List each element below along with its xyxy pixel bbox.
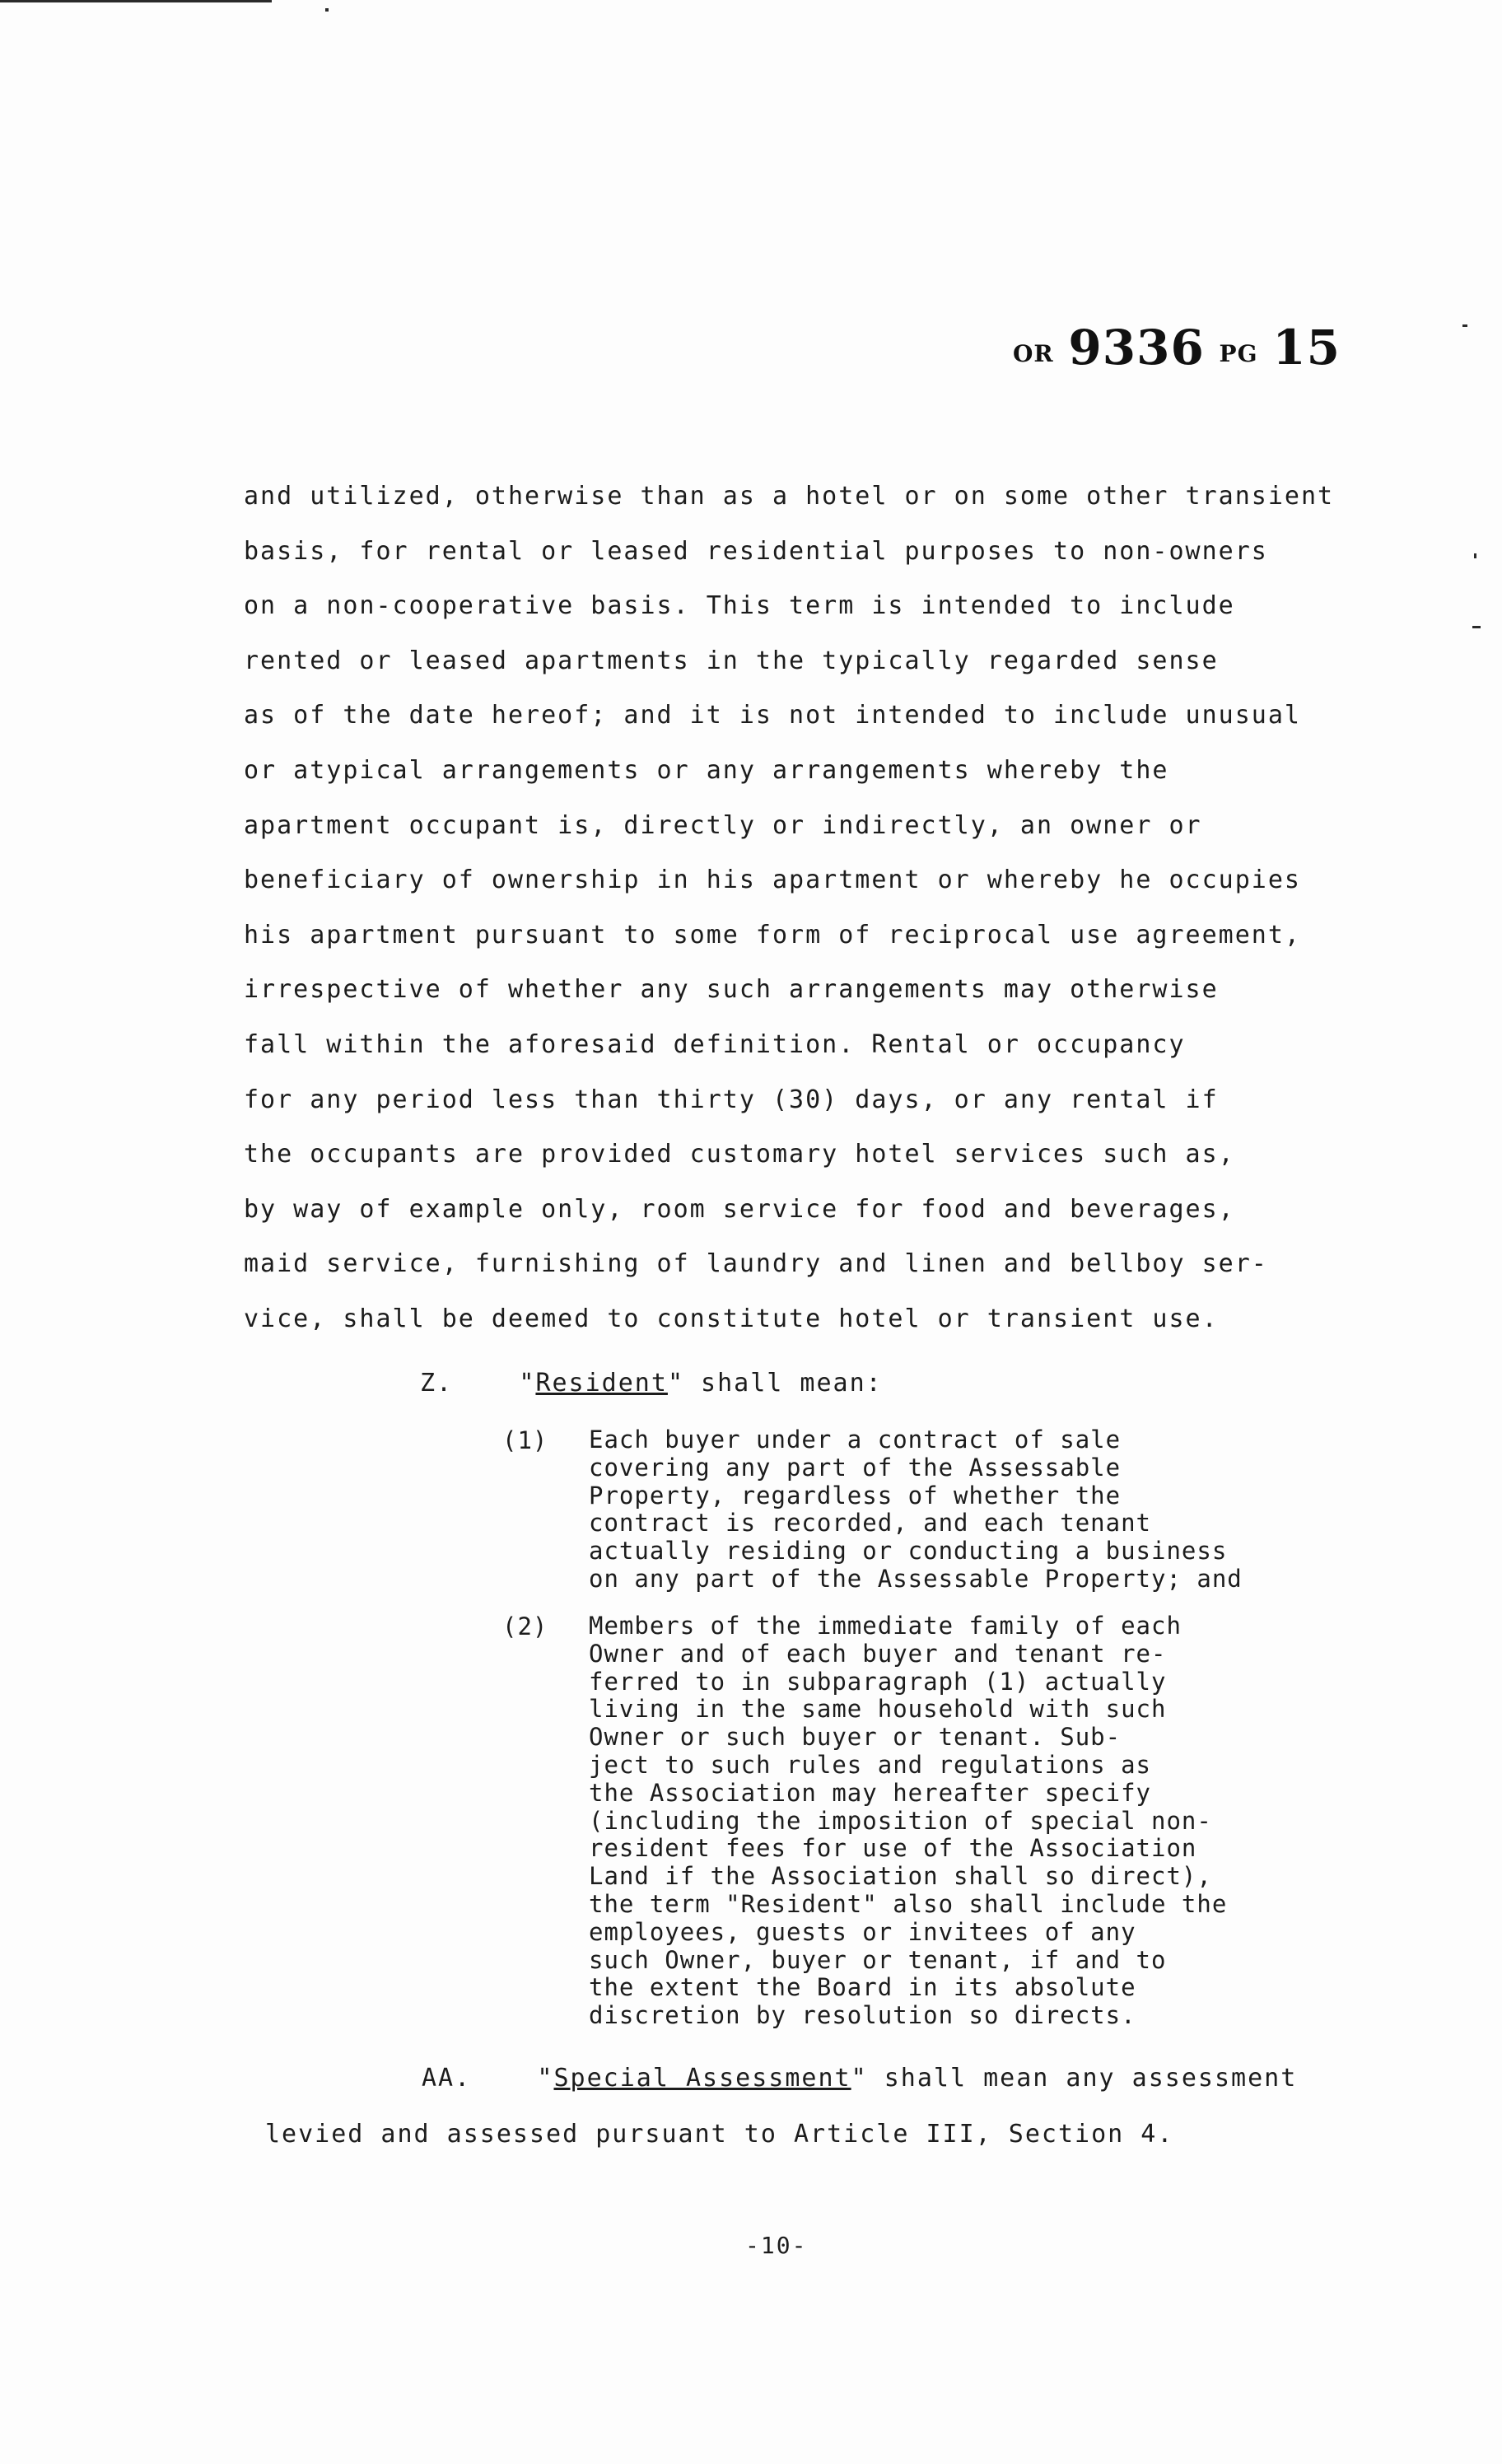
text-line: Members of the immediate family of each bbox=[589, 1612, 1182, 1640]
text-line: Owner and of each buyer and tenant re- bbox=[589, 1639, 1167, 1668]
text-line: on a non-cooperative basis. This term is intended to include bbox=[244, 591, 1235, 621]
text-line: beneficiary of ownership in his apartment or whereby he occupies bbox=[244, 866, 1301, 895]
subparagraph-text bbox=[589, 1426, 1379, 1594]
text-line: contract is recorded, and each tenant bbox=[589, 1509, 1152, 1538]
text-line: fall within the aforesaid definition. Rental or occupancy bbox=[244, 1029, 1186, 1059]
text-line: Land if the Association shall so direct), bbox=[589, 1862, 1212, 1891]
definition-special-assessment: AA. "Special Assessment" shall mean any assessment bbox=[422, 2064, 1298, 2093]
subparagraph-number: (2) bbox=[502, 1612, 548, 1640]
scan-artifact-dot bbox=[1472, 626, 1481, 628]
text-line: as of the date hereof; and it is not intended to include unusual bbox=[244, 701, 1301, 730]
definition-suffix: " shall mean: bbox=[667, 1369, 883, 1398]
defined-term: Resident bbox=[535, 1369, 668, 1398]
definition-continuation: levied and assessed pursuant to Article III, Section 4. bbox=[265, 2120, 1174, 2149]
scan-artifact-dot bbox=[1462, 324, 1467, 327]
text-line: ject to such rules and regulations as bbox=[589, 1750, 1152, 1779]
definition-letter: AA. bbox=[422, 2064, 472, 2093]
text-line: basis, for rental or leased residential purposes to non-owners bbox=[244, 536, 1268, 566]
text-line: the extent the Board in its absolute bbox=[589, 1973, 1136, 2002]
text-line: and utilized, otherwise than as a hotel or on some other transient bbox=[244, 482, 1335, 511]
scan-artifact-dot bbox=[1474, 553, 1476, 558]
scan-artifact-top-line bbox=[0, 0, 272, 2]
text-line: his apartment pursuant to some form of reciprocal use agreement, bbox=[244, 920, 1301, 950]
text-line: by way of example only, room service for food and beverages, bbox=[244, 1194, 1235, 1224]
definition-resident: Z. "Resident" shall mean: bbox=[420, 1369, 883, 1398]
text-line: living in the same household with such bbox=[589, 1695, 1167, 1724]
text-line: for any period less than thirty (30) days, or any rental if bbox=[244, 1085, 1219, 1114]
text-line: irrespective of whether any such arrangements may otherwise bbox=[244, 975, 1219, 1005]
text-line: (including the imposition of special non- bbox=[589, 1806, 1212, 1835]
text-line: the occupants are provided customary hotel services such as, bbox=[244, 1140, 1235, 1169]
book-page-number: 15 bbox=[1272, 320, 1341, 376]
subparagraph-number: (1) bbox=[502, 1426, 548, 1454]
book-page-reference bbox=[1013, 320, 1341, 376]
body-paragraph bbox=[244, 469, 1397, 1347]
definition-letter: Z. bbox=[420, 1369, 454, 1398]
book-prefix: OR bbox=[1013, 340, 1054, 367]
text-line: employees, guests or invitees of any bbox=[589, 1917, 1136, 1946]
text-line: the Association may hereafter specify bbox=[589, 1778, 1152, 1807]
text-line: vice, shall be deemed to constitute hotel or transient use. bbox=[244, 1304, 1219, 1333]
text-line: such Owner, buyer or tenant, if and to bbox=[589, 1945, 1167, 1974]
definition-suffix: " shall mean any assessment bbox=[851, 2064, 1298, 2093]
text-line: apartment occupant is, directly or indirectly, an owner or bbox=[244, 810, 1202, 840]
text-line: Owner or such buyer or tenant. Sub- bbox=[589, 1723, 1122, 1752]
text-line: rented or leased apartments in the typically regarded sense bbox=[244, 646, 1219, 675]
page-prefix: PG bbox=[1219, 340, 1258, 367]
defined-term: Special Assessment bbox=[553, 2064, 851, 2093]
text-line: Property, regardless of whether the bbox=[589, 1481, 1122, 1510]
scan-artifact-dot bbox=[325, 8, 329, 12]
text-line: discretion by resolution so directs. bbox=[589, 2001, 1136, 2030]
text-line: ferred to in subparagraph (1) actually bbox=[589, 1667, 1167, 1696]
text-line: Each buyer under a contract of sale bbox=[589, 1426, 1122, 1454]
page-number: -10- bbox=[745, 2232, 808, 2259]
text-line: on any part of the Assessable Property; and bbox=[589, 1564, 1243, 1593]
text-line: the term "Resident" also shall include the bbox=[589, 1889, 1228, 1918]
book-number: 9336 bbox=[1068, 320, 1205, 376]
text-line: covering any part of the Assessable bbox=[589, 1453, 1122, 1482]
subparagraph-text bbox=[589, 1612, 1379, 2030]
text-line: actually residing or conducting a business bbox=[589, 1537, 1228, 1566]
text-line: resident fees for use of the Association bbox=[589, 1834, 1197, 1863]
text-line: maid service, furnishing of laundry and linen and bellboy ser- bbox=[244, 1249, 1268, 1279]
text-line: or atypical arrangements or any arrangements whereby the bbox=[244, 755, 1169, 785]
